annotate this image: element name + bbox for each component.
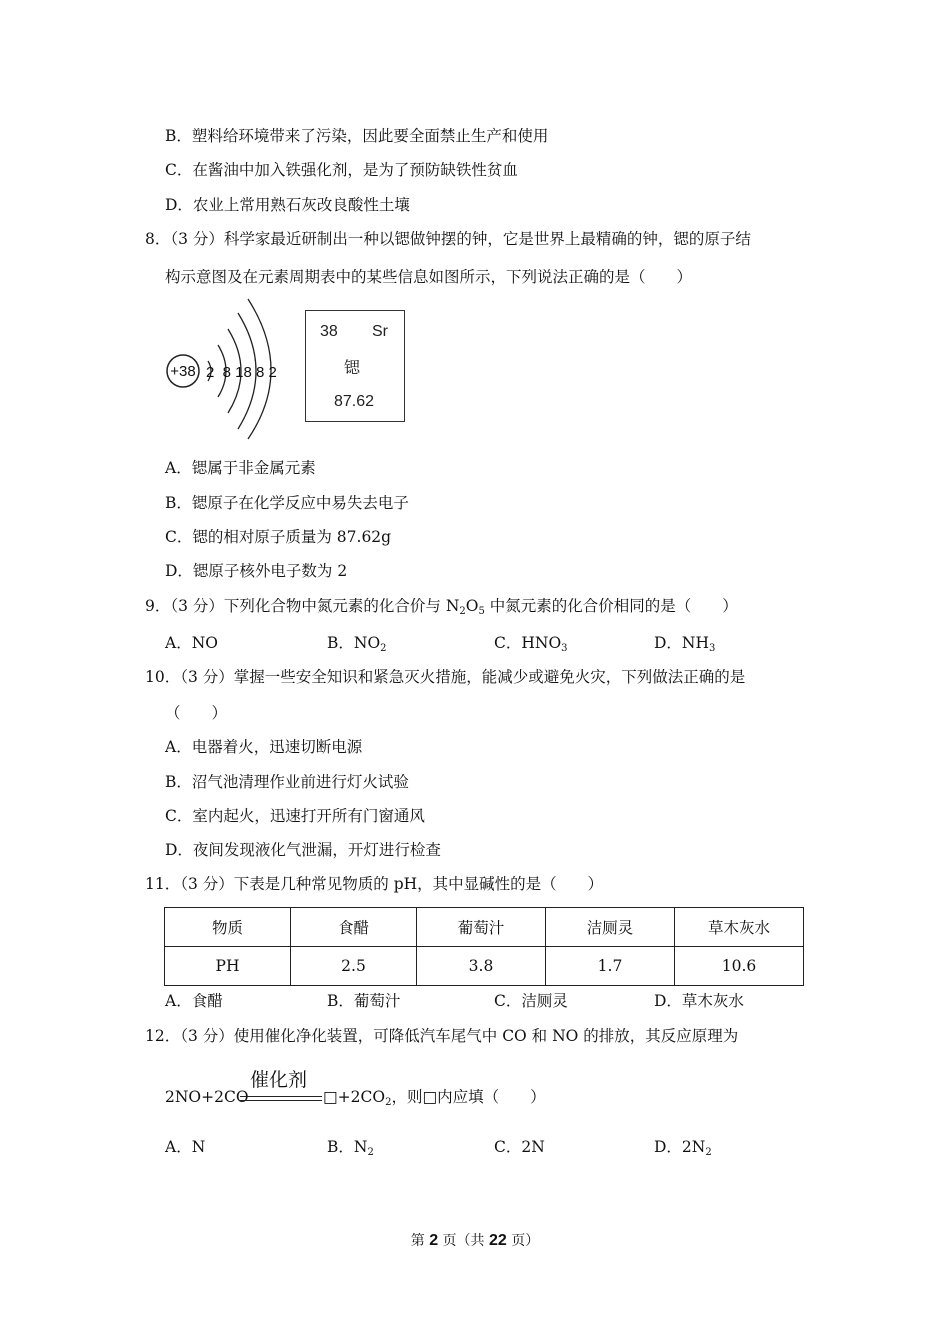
table-row <box>165 908 804 947</box>
table-cell: 10.6 <box>675 947 804 986</box>
table-cell: 3.8 <box>417 947 546 986</box>
q8-stem-line2: 构示意图及在元素周期表中的某些信息如图所示，下列说法正确的是（ ） <box>165 268 693 286</box>
q10-stem-line1: 10．（3 分）掌握一些安全知识和紧急灭火措施，能减少或避免火灾，下列做法正确的是 <box>145 668 746 686</box>
ph-table <box>164 907 804 986</box>
table-cell: 1.7 <box>546 947 675 986</box>
q8-option-b: B．锶原子在化学反应中易失去电子 <box>165 494 409 512</box>
q9-stem: 9．（3 分）下列化合物中氮元素的化合价与 $N_2O_5$ 中氮元素的化合价相同的是（ ） <box>145 597 738 617</box>
q10-option-b: B．沼气池清理作业前进行灯火试验 <box>165 773 409 791</box>
table-header-cell: 草木灰水 <box>675 908 804 947</box>
q12-equation-right: $□+2CO_2$，则□内应填（ ） <box>323 1088 546 1108</box>
table-header-cell: 食醋 <box>291 908 417 947</box>
q8-option-a: A．锶属于非金属元素 <box>165 459 316 477</box>
element-name: 锶 <box>344 360 361 377</box>
atomic-mass: 87.62 <box>334 393 375 410</box>
q12-option-d: D．$2N_2$ <box>654 1138 712 1158</box>
q11-option-a: A．食醋 <box>165 992 223 1010</box>
q9-option-d: D．$NH_3$ <box>654 634 716 654</box>
table-header-cell: 洁厕灵 <box>546 908 675 947</box>
q8-option-d: D．锶原子核外电子数为 2 <box>165 562 348 580</box>
q10-stem-line2: （ ） <box>165 704 228 722</box>
atom-structure-diagram <box>160 295 290 443</box>
q9-option-c: C．$HNO_3$ <box>494 634 568 654</box>
q9-option-b: B．$NO_2$ <box>327 634 387 654</box>
q11-option-d: D．草木灰水 <box>654 992 744 1010</box>
q12-stem: 12．（3 分）使用催化净化装置，可降低汽车尾气中 CO 和 NO 的排放，其反应原理为 <box>145 1027 739 1045</box>
atomic-number: 38 <box>320 323 338 340</box>
table-header-cell: 葡萄汁 <box>417 908 546 947</box>
q12-option-c: C．2N <box>494 1138 545 1156</box>
q7-option-c: C．在酱油中加入铁强化剂，是为了预防缺铁性贫血 <box>165 161 518 179</box>
q12-option-b: B．$N_2$ <box>327 1138 374 1158</box>
table-cell: PH <box>165 947 291 986</box>
q11-stem: 11．（3 分）下表是几种常见物质的 pH，其中显碱性的是（ ） <box>145 875 604 893</box>
catalyst-label: 催化剂 <box>250 1069 308 1091</box>
element-symbol: Sr <box>372 323 388 340</box>
q8-stem-line1: 8．（3 分）科学家最近研制出一种以锶做钟摆的钟，它是世界上最精确的钟，锶的原子结 <box>145 230 751 248</box>
q11-option-b: B．葡萄汁 <box>327 992 401 1010</box>
q12-option-a: A．N <box>165 1138 206 1156</box>
q11-option-c: C．洁厕灵 <box>494 992 568 1010</box>
table-header-cell: 物质 <box>165 908 291 947</box>
table-cell: 2.5 <box>291 947 417 986</box>
q10-option-a: A．电器着火，迅速切断电源 <box>165 738 363 756</box>
q9-option-a: A．NO <box>165 634 218 652</box>
periodic-table-cell <box>305 310 405 422</box>
q10-option-c: C．室内起火，迅速打开所有门窗通风 <box>165 807 425 825</box>
q7-option-d: D．农业上常用熟石灰改良酸性土壤 <box>165 196 410 214</box>
equation-double-line <box>240 1096 322 1101</box>
q12-equation-left: 2NO+2CO <box>165 1088 249 1106</box>
q7-option-b: B．塑料给环境带来了污染，因此要全面禁止生产和使用 <box>165 127 549 145</box>
q8-option-c: C．锶的相对原子质量为 87.62g <box>165 528 392 546</box>
q10-option-d: D．夜间发现液化气泄漏，开灯进行检查 <box>165 841 441 859</box>
shell-electrons: 2 8 18 8 2 <box>206 364 277 381</box>
page-footer: 第 2 页（共 22 页） <box>410 1232 540 1249</box>
nucleus-charge: +38 <box>170 363 196 380</box>
table-row <box>165 947 804 986</box>
